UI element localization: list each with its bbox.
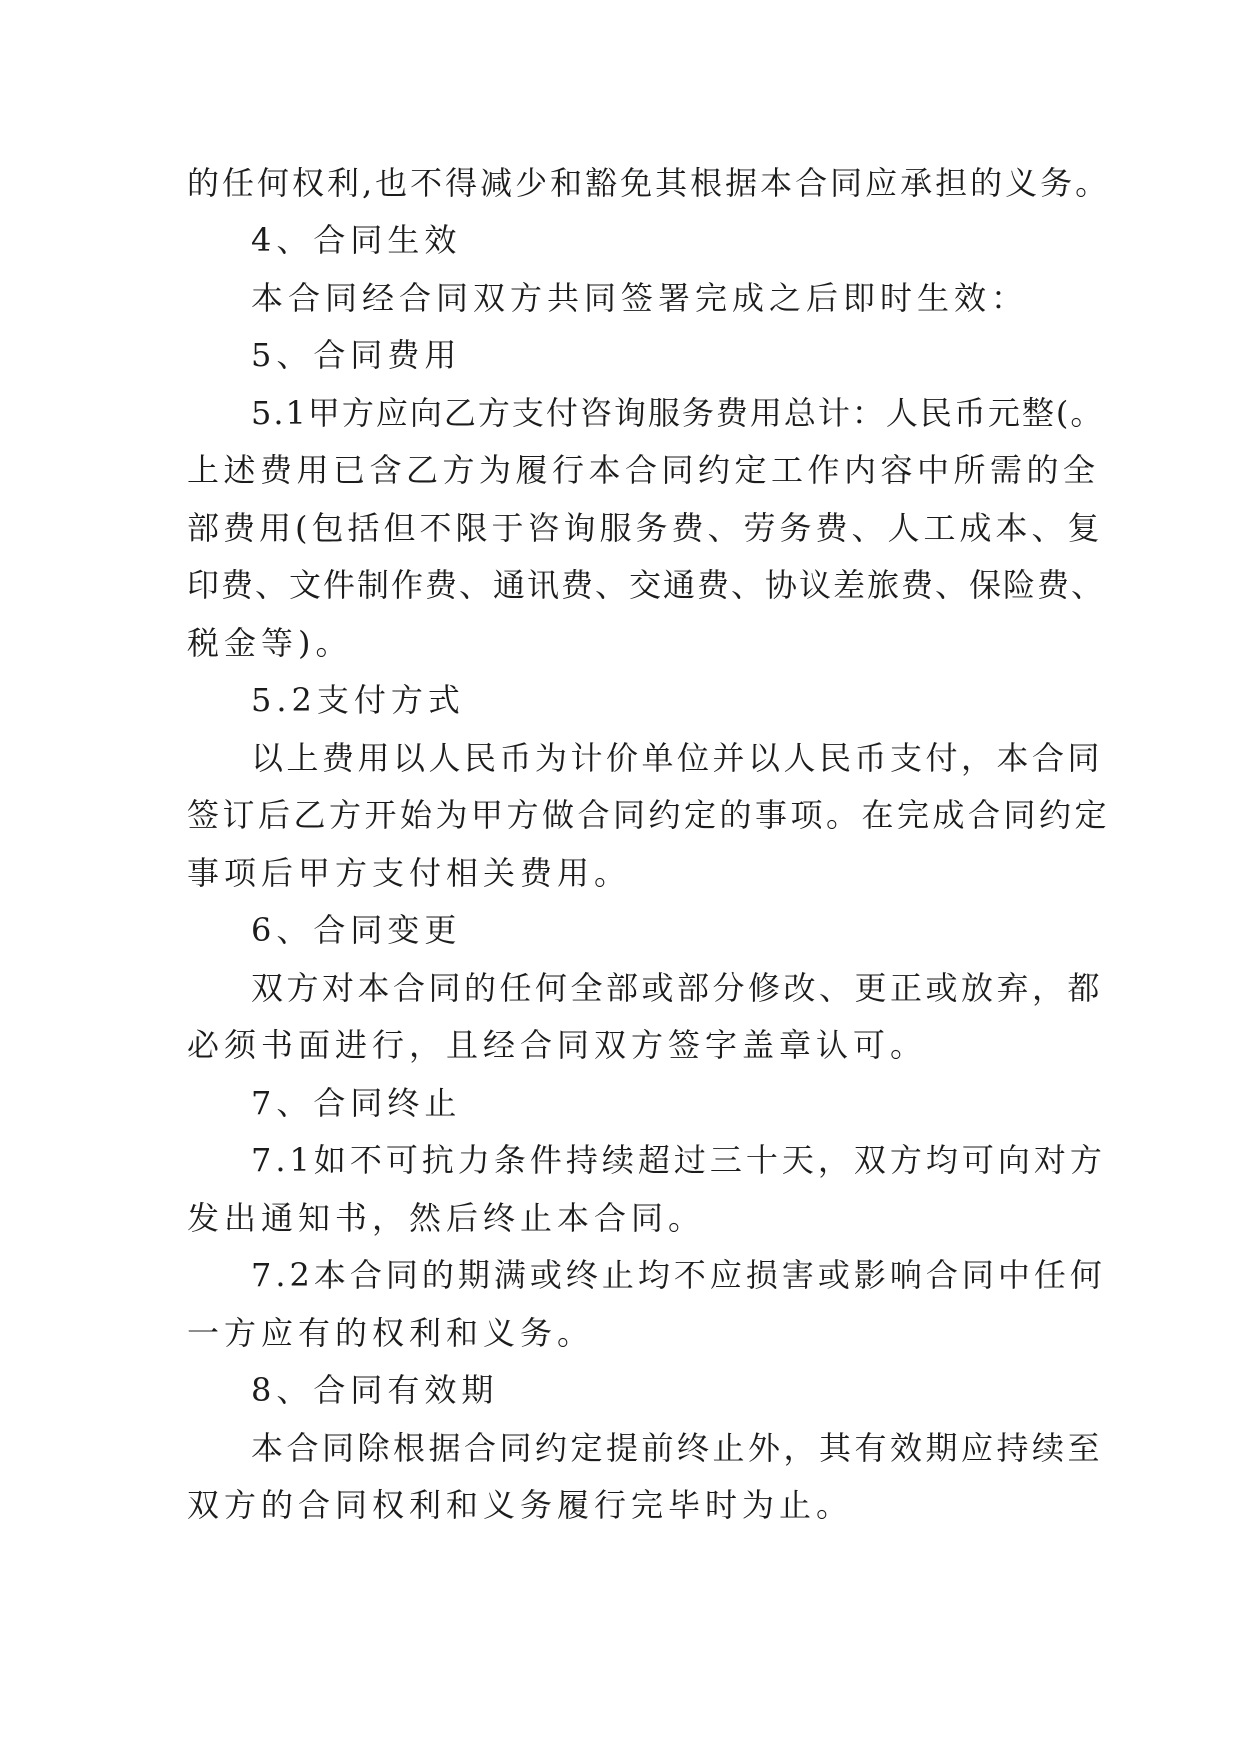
section-heading: 5、合同费用 xyxy=(251,336,462,374)
text-line: 本合同经合同双方共同签署完成之后即时生效： xyxy=(251,279,1029,317)
section-heading: 8、合同有效期 xyxy=(251,1371,499,1409)
section-heading: 6、合同变更 xyxy=(251,911,462,949)
text-line: 签订后乙方开始为甲方做合同约定的事项。在完成合同约定 xyxy=(187,796,1111,834)
section-heading: 7、合同终止 xyxy=(251,1084,462,1122)
text-line: 必须书面进行，且经合同双方签字盖章认可。 xyxy=(187,1026,928,1064)
text-line: 上述费用已含乙方为履行本合同约定工作内容中所需的全 xyxy=(187,451,1100,489)
section-heading: 4、合同生效 xyxy=(251,221,462,259)
text-line: 印费、文件制作费、通讯费、交通费、协议差旅费、保险费、 xyxy=(187,566,1106,604)
text-line: 税金等)。 xyxy=(187,624,353,662)
clause-line: 7.1如不可抗力条件持续超过三十天，双方均可向对方 xyxy=(251,1141,1106,1179)
clause-line: 7.2本合同的期满或终止均不应损害或影响合同中任何 xyxy=(251,1256,1106,1294)
text-line: 本合同除根据合同约定提前终止外，其有效期应持续至 xyxy=(251,1429,1104,1467)
text-line: 双方对本合同的任何全部或部分修改、更正或放弃，都 xyxy=(251,969,1104,1007)
text-line: 双方的合同权利和义务履行完毕时为止。 xyxy=(187,1486,854,1524)
clause-line: 5.1甲方应向乙方支付咨询服务费用总计：人民币元整(。 xyxy=(251,394,1105,432)
text-line: 发出通知书，然后终止本合同。 xyxy=(187,1199,706,1237)
text-line: 以上费用以人民币为计价单位并以人民币支付，本合同 xyxy=(251,739,1104,777)
clause-heading: 5.2支付方式 xyxy=(251,681,465,719)
text-line: 的任何权利,也不得减少和豁免其根据本合同应承担的义务。 xyxy=(187,164,1111,202)
text-line: 事项后甲方支付相关费用。 xyxy=(187,854,632,892)
text-line: 部费用(包括但不限于咨询服务费、劳务费、人工成本、复 xyxy=(187,509,1104,547)
text-line: 一方应有的权利和义务。 xyxy=(187,1314,595,1352)
